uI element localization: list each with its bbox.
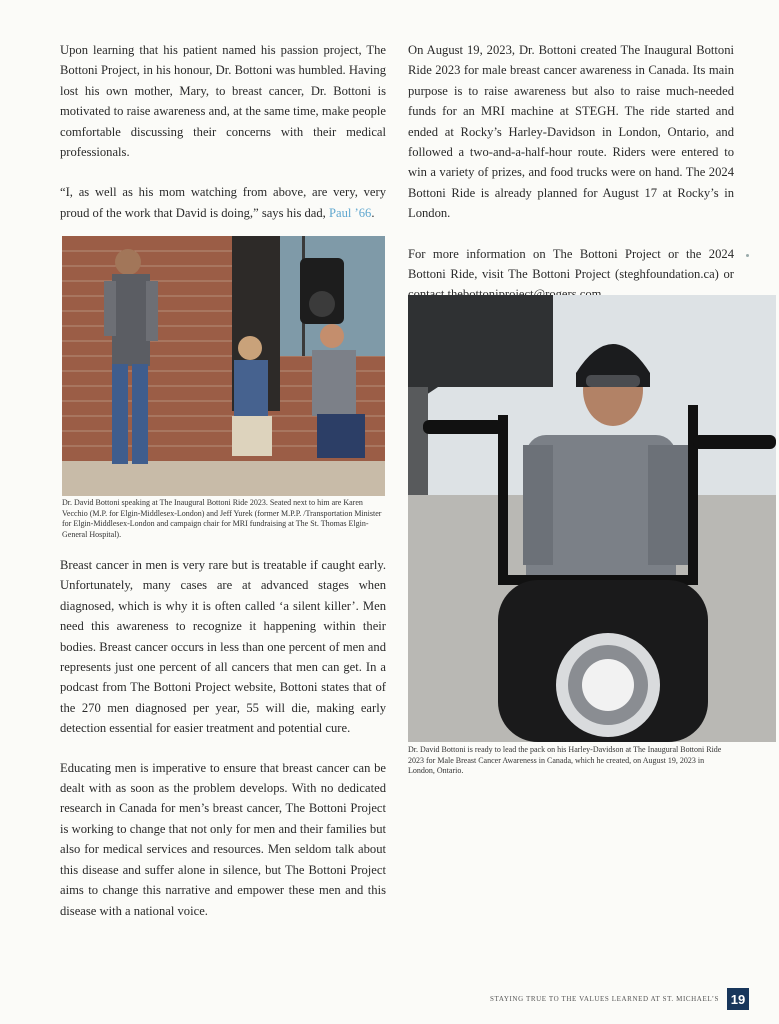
paragraph-educating-men: Educating men is imperative to ensure that breast cancer can be dealt with as soon as the problem develops. With no dedicated research in Canada for men’s breast cancer, The Bottoni Project is working to change that not only for men and their families but also for medical services and resources. Men seldom talk about this disease and suffer alone in silence, but The Bottoni Project aims to change this narrative and empower these men and this disease with a national voice. [60,760,386,918]
speaker-photo-caption: Dr. David Bottoni speaking at The Inaugural Bottoni Ride 2023. Seated next to him are Karen Vecchio (M.P. for Elgin-Middlesex-London) and Jeff Yurek (former M.P.P. /Transportation Minister for Elgin-Middlesex-London and campaign chair for MRI fundraising at The St. Thomas Elgin-General Hospital). [62,498,382,539]
quote-end: . [371,205,375,220]
speaker-photo-illustration [62,236,385,496]
left-column-body [60,555,386,921]
left-column-top [60,40,386,235]
decorative-dot [746,254,749,257]
rider-photo-caption-box [408,745,728,777]
quote-text: “I, as well as his mom watching from above, are very, very proud of the work that David is doing,” says his dad, [60,185,386,220]
rider-photo-illustration [408,295,776,742]
rider-photo-caption: Dr. David Bottoni is ready to lead the pack on his Harley-Davidson at The Inaugural Bottoni Ride 2023 for Male Breast Cancer Awareness in Canada, which he created, on August 19, 2023 in London, Ontario. [408,745,722,776]
page-number-badge: 19 [727,988,749,1010]
paragraph-silent-killer: Breast cancer in men is very rare but is treatable if caught early. Unfortunately, many cases are at advanced stages when diagnosed, which is why it is often called ‘a silent killer’. Men need this awareness to recognize it happening within their bodies. Breast cancer occurs in less than one percent of men and represents just one percent of all cancers that men can get. In a podcast from The Bottoni Project website, Bottoni states that of the 270 men diagnosed per year, 55 will die, making early detection essential for easier treatment and potential cure. [60,558,386,736]
right-column [408,40,734,305]
speaker-photo [62,236,385,496]
page-footer [490,988,749,1010]
footer-tagline: STAYING TRUE TO THE VALUES LEARNED AT ST. MICHAEL’S [490,995,719,1003]
rider-photo [408,295,776,742]
paragraph-humbled: Upon learning that his patient named his passion project, The Bottoni Project, in his honour, Dr. Bottoni was humbled. Having lost his own mother, Mary, to breast cancer, Dr. Bottoni is motivated to raise awareness and, at the same time, make people comfortable discussing their concerns with their medical professionals. [60,43,386,160]
speaker-photo-caption-box [62,498,385,540]
paragraph-more-info: For more information on The Bottoni Project or the 2024 Bottoni Ride, visit The Bottoni Project (steghfoundation.ca) or [408,246,734,282]
quote-name-accent: Paul ’66 [328,205,372,220]
paragraph-quote [60,182,386,223]
paragraph-inaugural-ride: On August 19, 2023, Dr. Bottoni created The Inaugural Bottoni Ride 2023 for male breast cancer awareness in Canada. Its main purpose is to raise awareness but also to raise much-needed funds for an MRI machine at STEGH. The ride started and ended at Rocky’s Harley-Davidson in London, Ontario, and followed a two-and-a-half-hour route. Riders were entered to win a variety of prizes, and food trucks were on hand. The 2024 Bottoni Ride is already planned for August 17 at Rocky’s in London. [408,43,734,221]
